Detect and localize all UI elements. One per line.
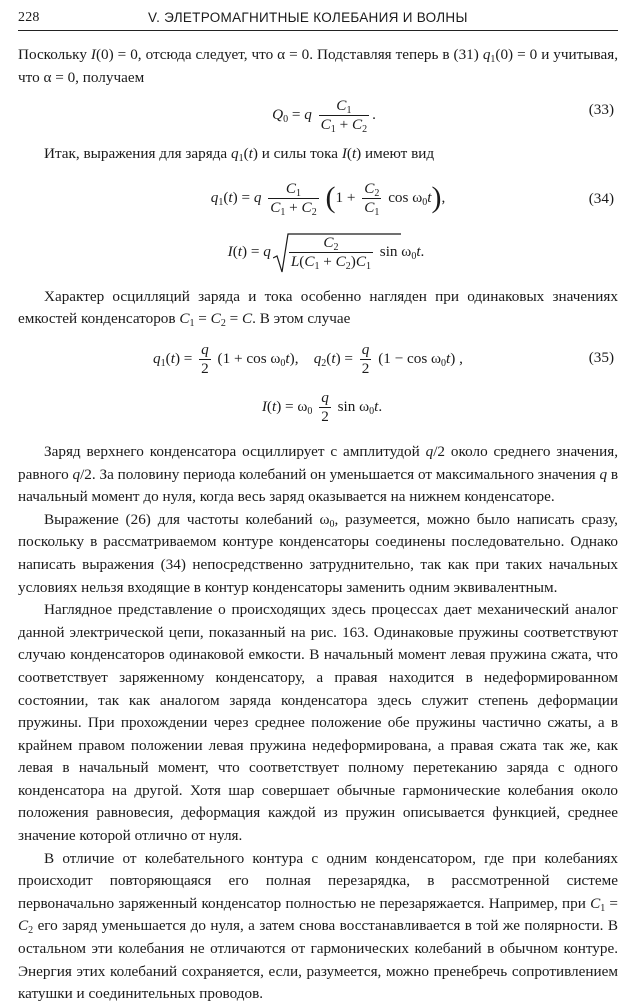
- equation-34: $q_1(t) = q$ $\frac{C_1}{C_1 + C_2}$ (1 + $\frac{C_2}{C_1}$ $\cos \omega_0t$), (34): [210, 179, 614, 218]
- page-number: 228: [18, 10, 40, 25]
- running-head: V. ЭЛЕТРОМАГНИТНЫЕ КОЛЕБАНИЯ И ВОЛНЫ: [148, 10, 468, 25]
- equation-current-equal: $I(t) = \omega_0$ $\frac{q}{2}$ $\sin \omega_0t$.: [261, 388, 383, 425]
- sqrt-sign: [273, 232, 401, 276]
- page-header: [18, 8, 618, 31]
- equation-current: I(t) = q $\frac{C_2}{L(C_1 + C_2)C_1}$ $\sin \omega_0t$.: [18, 228, 618, 282]
- paragraph-2: Итак, выражения для заряда $q_1(t)$ и силы тока I(t) имеют вид: [44, 145, 435, 165]
- paragraph-1: Поскольку I(0) = 0, отсюда следует, что α = 0. Подставляя теперь в (31) $q_1(0) = 0$ и учитывая, что α = 0, получаем: [18, 46, 618, 86]
- equation-35: $q_1(t)$ = $\frac{q}{2}$ $(1 + \cos \omega_0t)$, $q_2(t)$ = $\frac{q}{2}$ $(1 - \cos \omega_0t)$ , (35): [153, 340, 614, 377]
- paragraph-7: В отличие от колебательного контура с одним конденсатором, где при колебаниях происходит повторяющаяся его полная перезарядка, в рассмотренной системе первоначально заряженный конденсатор полностью не перезаряжается. Например, при $C_1 = C_2$ его заряд уменьшается до нуля, а затем снова восстанавливается в той же полярности. В остальном эти колебания не отличаются от гармонических колебаний в обычном контуре. Энергия этих колебаний сохраняется, если, разумеется, можно пренебречь сопротивлением катушки и соединительных проводов.: [18, 849, 618, 1003]
- page-body: [18, 44, 618, 1006]
- paragraph-6: Наглядное представление о происходящих здесь процессах дает механический аналог данной электрической цепи, показанный на рис. 163. Одинаковые пружины соответствуют случаю конденсаторов одинаковой емкости. В начальный момент левая пружина сжата, что соответствует заряженному конденсатору, а правая находится в недеформированном состоянии, так как аналогом заряда конденсатора здесь служит степень деформации пружины. При прохождении через среднее положение обе пружины частично сжаты, а в крайнем правом положении левая пружина недеформирована, а правая сжата так же, как левая в начальный момент, что соответствует полному перетеканию заряда с одного конденсатора на другой. Хотя шар совершает обычные гармонические колебания около положения равновесия, деформация каждой из пружин описывается функцией, среднее значение которой отлично от нуля.: [18, 601, 618, 845]
- equation-33: $Q_0 = q$ $\frac{C_1}{C_1 + C_2}$ . (33): [272, 97, 614, 136]
- paragraph-4: Заряд верхнего конденсатора осциллирует с амплитудой q/2 около среднего значения, равного q/2. За половину периода колебаний он уменьшается от максимального значения q в начальный момент до нуля, когда весь заряд оказывается на нижнем конденсаторе.: [18, 442, 618, 506]
- paragraph-5: Выражение (26) для частоты колебаний $\omega_0$, разумеется, можно было написать сразу, поскольку в рассматриваемом контуре конденсаторы соединены последовательно. Однако написать выражения (34) непосредственно затруднительно, так как при таких начальных условиях нельзя входящие в контур конденсаторы заменить одним эквивалентным.: [18, 510, 618, 596]
- paragraph-3: Характер осцилляций заряда и тока особенно нагляден при одинаковых значениях емкостей конденсаторов $C_1 = C_2 = C$. В этом случае: [18, 287, 618, 330]
